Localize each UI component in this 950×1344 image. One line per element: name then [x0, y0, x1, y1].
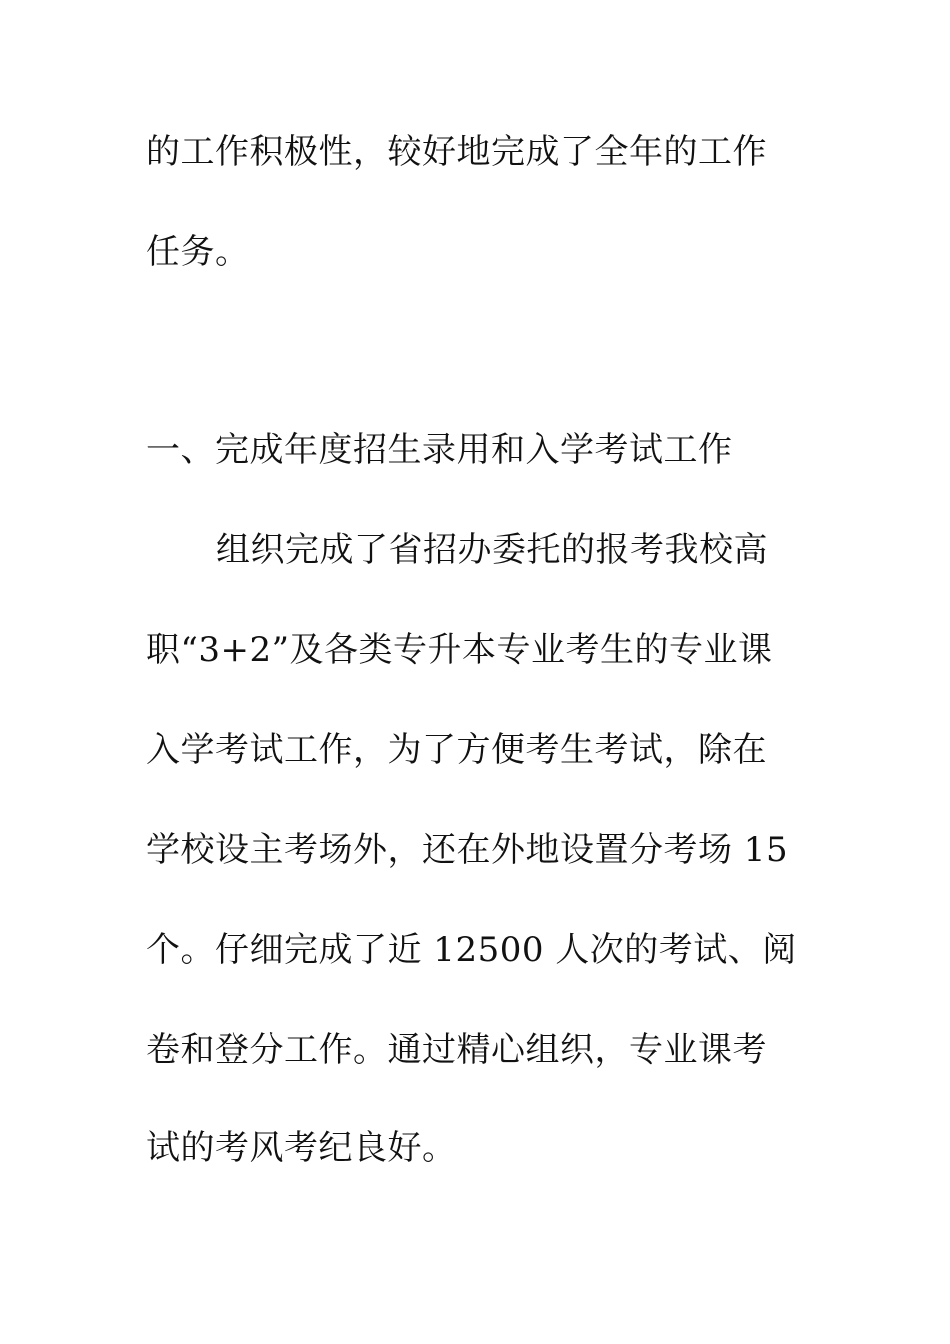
intro-line-1: 的工作积极性，较好地完成了全年的工作: [146, 132, 767, 172]
paragraph-line-7: 试的考风考纪良好。: [146, 1128, 457, 1168]
paragraph-line-4: 学校设主考场外，还在外地设置分考场 15: [146, 830, 789, 870]
paragraph-line-6: 卷和登分工作。通过精心组织，专业课考: [146, 1030, 767, 1070]
intro-line-2: 任务。: [146, 232, 250, 272]
paragraph-line-5: 个。仔细完成了近 12500 人次的考试、阅: [146, 930, 797, 970]
paragraph-line-1: 组织完成了省招办委托的报考我校高: [216, 530, 768, 570]
paragraph-line-3: 入学考试工作，为了方便考生考试，除在: [146, 730, 767, 770]
paragraph-line-2: 职“3+2”及各类专升本专业考生的专业课: [146, 630, 773, 670]
section-heading: 一、完成年度招生录用和入学考试工作: [146, 430, 733, 470]
